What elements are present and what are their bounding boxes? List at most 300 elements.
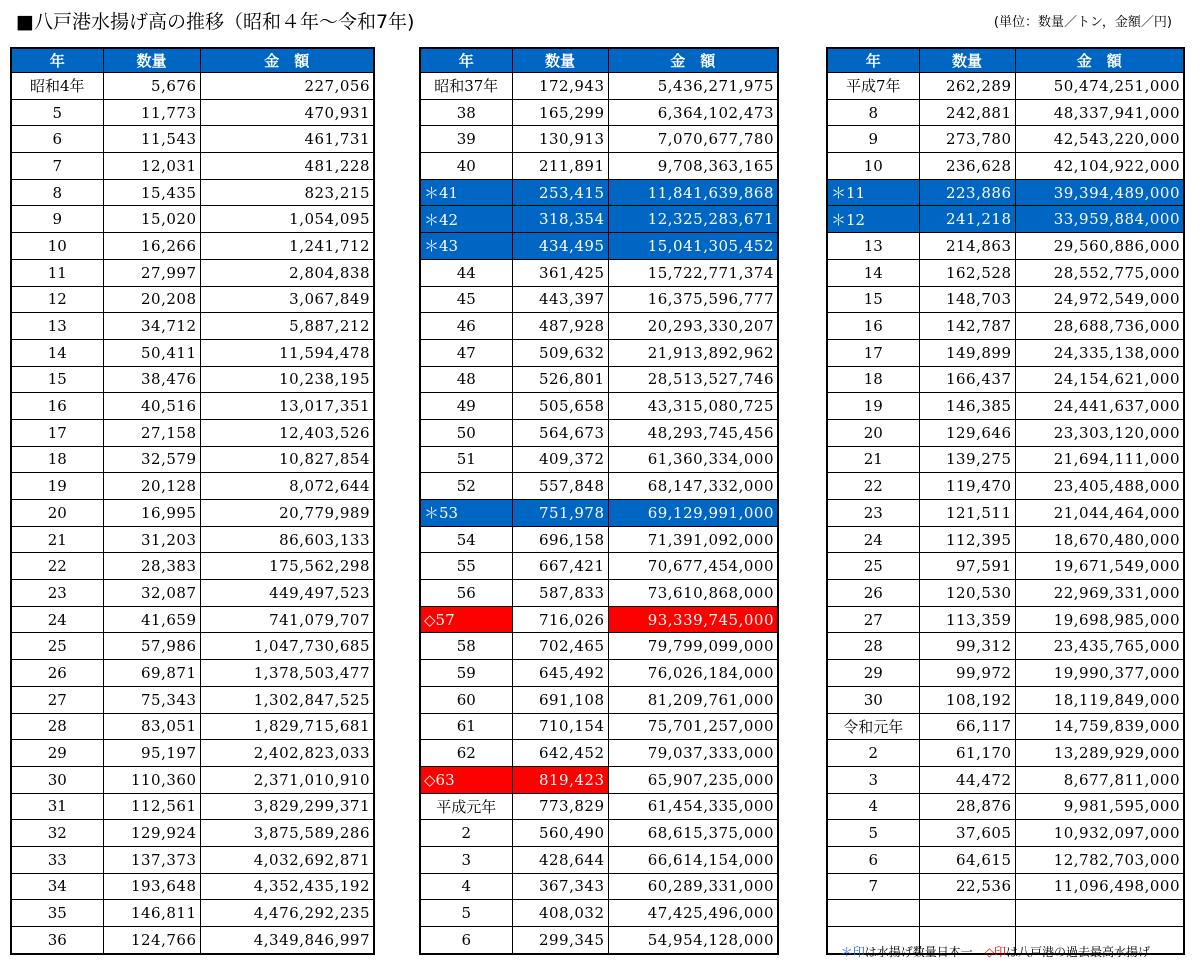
legend-note bbox=[841, 944, 1150, 960]
year-cell: 44 bbox=[420, 259, 512, 286]
quantity-cell: 142,787 bbox=[919, 313, 1015, 340]
amount-cell: 481,228 bbox=[200, 153, 374, 180]
quantity-cell: 162,528 bbox=[919, 259, 1015, 286]
quantity-cell: 110,360 bbox=[103, 766, 200, 793]
quantity-cell: 428,644 bbox=[512, 846, 608, 873]
quantity-cell: 112,395 bbox=[919, 526, 1015, 553]
header-quantity: 数量 bbox=[512, 48, 608, 73]
quantity-cell: 99,312 bbox=[919, 633, 1015, 660]
quantity-cell: 299,345 bbox=[512, 927, 608, 954]
table-row bbox=[11, 393, 374, 420]
year-cell: ＊42 bbox=[420, 206, 512, 233]
quantity-cell: 37,605 bbox=[919, 820, 1015, 847]
year-cell: 20 bbox=[11, 500, 103, 527]
quantity-cell: 146,385 bbox=[919, 393, 1015, 420]
header-year: 年 bbox=[11, 48, 103, 73]
diamond-symbol: ◇印 bbox=[984, 945, 1006, 959]
year-cell: 31 bbox=[11, 793, 103, 820]
year-cell: 7 bbox=[827, 873, 919, 900]
amount-cell: 823,215 bbox=[200, 179, 374, 206]
quantity-cell: 22,536 bbox=[919, 873, 1015, 900]
year-cell: 40 bbox=[420, 153, 512, 180]
table-row bbox=[827, 793, 1184, 820]
amount-cell: 19,671,549,000 bbox=[1015, 553, 1184, 580]
quantity-cell: 253,415 bbox=[512, 179, 608, 206]
year-cell: 62 bbox=[420, 740, 512, 767]
amount-cell: 1,047,730,685 bbox=[200, 633, 374, 660]
quantity-cell: 587,833 bbox=[512, 580, 608, 607]
year-cell: ＊11 bbox=[827, 179, 919, 206]
header-quantity: 数量 bbox=[103, 48, 200, 73]
amount-cell: 61,360,334,000 bbox=[608, 446, 778, 473]
table-row bbox=[11, 473, 374, 500]
amount-cell: 2,371,010,910 bbox=[200, 766, 374, 793]
year-cell: ◇63 bbox=[420, 766, 512, 793]
year-cell: 3 bbox=[827, 766, 919, 793]
year-cell: 18 bbox=[11, 446, 103, 473]
table-header-row bbox=[827, 48, 1184, 73]
amount-cell: 10,827,854 bbox=[200, 446, 374, 473]
year-cell: 23 bbox=[827, 500, 919, 527]
year-cell: ＊12 bbox=[827, 206, 919, 233]
quantity-cell: 38,476 bbox=[103, 366, 200, 393]
table-row bbox=[827, 633, 1184, 660]
quantity-cell: 15,020 bbox=[103, 206, 200, 233]
quantity-cell: 27,158 bbox=[103, 419, 200, 446]
amount-cell: 81,209,761,000 bbox=[608, 686, 778, 713]
quantity-cell: 64,615 bbox=[919, 846, 1015, 873]
table-row bbox=[11, 820, 374, 847]
table-row bbox=[11, 846, 374, 873]
quantity-cell: 57,986 bbox=[103, 633, 200, 660]
year-cell: 39 bbox=[420, 126, 512, 153]
table-row bbox=[11, 740, 374, 767]
amount-cell: 33,959,884,000 bbox=[1015, 206, 1184, 233]
table-row bbox=[827, 740, 1184, 767]
quantity-cell: 28,383 bbox=[103, 553, 200, 580]
quantity-cell: 214,863 bbox=[919, 233, 1015, 260]
table-row bbox=[11, 900, 374, 927]
year-cell: 23 bbox=[11, 580, 103, 607]
year-cell: 54 bbox=[420, 526, 512, 553]
year-cell: 9 bbox=[11, 206, 103, 233]
quantity-cell: 172,943 bbox=[512, 73, 608, 100]
quantity-cell: 361,425 bbox=[512, 259, 608, 286]
amount-cell: 79,037,333,000 bbox=[608, 740, 778, 767]
table-row bbox=[11, 713, 374, 740]
year-cell: 3 bbox=[420, 846, 512, 873]
diamond-note-text: は八戸港の過去最高水揚げ bbox=[1005, 945, 1150, 959]
table-row bbox=[420, 446, 778, 473]
amount-cell: 9,981,595,000 bbox=[1015, 793, 1184, 820]
year-cell: 29 bbox=[827, 660, 919, 687]
year-cell: 29 bbox=[11, 740, 103, 767]
amount-cell: 3,829,299,371 bbox=[200, 793, 374, 820]
amount-cell: 65,907,235,000 bbox=[608, 766, 778, 793]
year-cell: 30 bbox=[11, 766, 103, 793]
table-row bbox=[827, 473, 1184, 500]
quantity-cell: 95,197 bbox=[103, 740, 200, 767]
quantity-cell: 557,848 bbox=[512, 473, 608, 500]
amount-cell: 73,610,868,000 bbox=[608, 580, 778, 607]
amount-cell: 11,841,639,868 bbox=[608, 179, 778, 206]
year-cell: 6 bbox=[420, 927, 512, 954]
table-row bbox=[420, 633, 778, 660]
quantity-cell: 16,266 bbox=[103, 233, 200, 260]
amount-cell: 54,954,128,000 bbox=[608, 927, 778, 954]
amount-cell: 48,293,745,456 bbox=[608, 419, 778, 446]
table-row bbox=[11, 553, 374, 580]
quantity-cell: 642,452 bbox=[512, 740, 608, 767]
table-row bbox=[11, 233, 374, 260]
year-cell: 11 bbox=[11, 259, 103, 286]
table-row bbox=[827, 873, 1184, 900]
year-cell: 47 bbox=[420, 339, 512, 366]
amount-cell: 175,562,298 bbox=[200, 553, 374, 580]
table-row bbox=[11, 660, 374, 687]
header-amount: 金 額 bbox=[608, 48, 778, 73]
quantity-cell: 236,628 bbox=[919, 153, 1015, 180]
table-row bbox=[420, 393, 778, 420]
year-cell: 19 bbox=[11, 473, 103, 500]
quantity-cell: 137,373 bbox=[103, 846, 200, 873]
amount-cell: 741,079,707 bbox=[200, 606, 374, 633]
year-cell: 13 bbox=[827, 233, 919, 260]
table-row bbox=[420, 927, 778, 954]
quantity-cell: 129,646 bbox=[919, 419, 1015, 446]
table-row bbox=[827, 580, 1184, 607]
table-row bbox=[827, 446, 1184, 473]
year-cell: 51 bbox=[420, 446, 512, 473]
year-cell: 27 bbox=[11, 686, 103, 713]
table-row bbox=[11, 179, 374, 206]
amount-cell: 28,688,736,000 bbox=[1015, 313, 1184, 340]
year-cell: 28 bbox=[827, 633, 919, 660]
quantity-cell: 31,203 bbox=[103, 526, 200, 553]
quantity-cell: 165,299 bbox=[512, 99, 608, 126]
amount-cell: 68,615,375,000 bbox=[608, 820, 778, 847]
amount-cell: 14,759,839,000 bbox=[1015, 713, 1184, 740]
quantity-cell: 166,437 bbox=[919, 366, 1015, 393]
year-cell: 14 bbox=[827, 259, 919, 286]
amount-cell: 8,677,811,000 bbox=[1015, 766, 1184, 793]
year-cell: 32 bbox=[11, 820, 103, 847]
quantity-cell: 505,658 bbox=[512, 393, 608, 420]
amount-cell: 24,154,621,000 bbox=[1015, 366, 1184, 393]
amount-cell: 22,969,331,000 bbox=[1015, 580, 1184, 607]
table-row bbox=[420, 740, 778, 767]
star-symbol: ＊印 bbox=[840, 945, 865, 959]
table-row bbox=[420, 873, 778, 900]
table-row bbox=[420, 820, 778, 847]
table-row bbox=[11, 873, 374, 900]
year-cell: 2 bbox=[420, 820, 512, 847]
table-row bbox=[827, 606, 1184, 633]
year-cell: 17 bbox=[827, 339, 919, 366]
amount-cell: 21,044,464,000 bbox=[1015, 500, 1184, 527]
quantity-cell: 560,490 bbox=[512, 820, 608, 847]
amount-cell: 470,931 bbox=[200, 99, 374, 126]
quantity-cell: 149,899 bbox=[919, 339, 1015, 366]
table-row bbox=[420, 553, 778, 580]
quantity-cell: 5,676 bbox=[103, 73, 200, 100]
amount-cell: 86,603,133 bbox=[200, 526, 374, 553]
amount-cell: 16,375,596,777 bbox=[608, 286, 778, 313]
amount-cell: 20,779,989 bbox=[200, 500, 374, 527]
amount-cell: 28,552,775,000 bbox=[1015, 259, 1184, 286]
table-header-row bbox=[11, 48, 374, 73]
quantity-cell: 112,561 bbox=[103, 793, 200, 820]
year-cell: 61 bbox=[420, 713, 512, 740]
page-title: ■八戸港水揚げ高の推移（昭和４年～令和7年) bbox=[16, 11, 415, 33]
quantity-cell bbox=[919, 900, 1015, 927]
year-cell: 18 bbox=[827, 366, 919, 393]
year-cell: ＊43 bbox=[420, 233, 512, 260]
table-row bbox=[827, 900, 1184, 927]
table-row bbox=[11, 633, 374, 660]
table-row bbox=[827, 179, 1184, 206]
year-cell: 平成元年 bbox=[420, 793, 512, 820]
amount-cell: 76,026,184,000 bbox=[608, 660, 778, 687]
amount-cell: 4,349,846,997 bbox=[200, 927, 374, 954]
table-row bbox=[827, 553, 1184, 580]
quantity-cell: 120,530 bbox=[919, 580, 1015, 607]
quantity-cell: 242,881 bbox=[919, 99, 1015, 126]
amount-cell: 50,474,251,000 bbox=[1015, 73, 1184, 100]
year-cell: 10 bbox=[827, 153, 919, 180]
quantity-cell: 273,780 bbox=[919, 126, 1015, 153]
header-amount: 金 額 bbox=[200, 48, 374, 73]
amount-cell: 2,402,823,033 bbox=[200, 740, 374, 767]
quantity-cell: 20,128 bbox=[103, 473, 200, 500]
landings-table-1 bbox=[10, 47, 375, 955]
year-cell: 15 bbox=[827, 286, 919, 313]
table-row bbox=[827, 366, 1184, 393]
year-cell: 12 bbox=[11, 286, 103, 313]
amount-cell: 79,799,099,000 bbox=[608, 633, 778, 660]
amount-cell: 7,070,677,780 bbox=[608, 126, 778, 153]
quantity-cell: 262,289 bbox=[919, 73, 1015, 100]
year-cell: 6 bbox=[11, 126, 103, 153]
quantity-cell: 119,470 bbox=[919, 473, 1015, 500]
quantity-cell: 20,208 bbox=[103, 286, 200, 313]
header-amount: 金 額 bbox=[1015, 48, 1184, 73]
year-cell: 昭和4年 bbox=[11, 73, 103, 100]
year-cell: 22 bbox=[827, 473, 919, 500]
amount-cell: 42,543,220,000 bbox=[1015, 126, 1184, 153]
quantity-cell: 75,343 bbox=[103, 686, 200, 713]
year-cell bbox=[827, 900, 919, 927]
table-row bbox=[827, 526, 1184, 553]
year-cell: 平成7年 bbox=[827, 73, 919, 100]
amount-cell: 39,394,489,000 bbox=[1015, 179, 1184, 206]
table-row bbox=[827, 846, 1184, 873]
amount-cell: 12,403,526 bbox=[200, 419, 374, 446]
amount-cell: 21,913,892,962 bbox=[608, 339, 778, 366]
table-row bbox=[420, 660, 778, 687]
amount-cell: 24,441,637,000 bbox=[1015, 393, 1184, 420]
table-row bbox=[11, 206, 374, 233]
year-cell: 26 bbox=[11, 660, 103, 687]
table-row bbox=[420, 286, 778, 313]
table-row bbox=[420, 339, 778, 366]
landings-table-3 bbox=[826, 47, 1185, 955]
header-year: 年 bbox=[420, 48, 512, 73]
quantity-cell: 27,997 bbox=[103, 259, 200, 286]
amount-cell: 2,804,838 bbox=[200, 259, 374, 286]
amount-cell: 61,454,335,000 bbox=[608, 793, 778, 820]
table-row bbox=[827, 766, 1184, 793]
amount-cell: 13,017,351 bbox=[200, 393, 374, 420]
table-row bbox=[420, 73, 778, 100]
table-row bbox=[420, 526, 778, 553]
amount-cell: 93,339,745,000 bbox=[608, 606, 778, 633]
quantity-cell: 645,492 bbox=[512, 660, 608, 687]
year-cell: 5 bbox=[420, 900, 512, 927]
quantity-cell: 40,516 bbox=[103, 393, 200, 420]
table-row bbox=[11, 126, 374, 153]
quantity-cell: 409,372 bbox=[512, 446, 608, 473]
table-row bbox=[420, 580, 778, 607]
year-cell: 45 bbox=[420, 286, 512, 313]
quantity-cell: 148,703 bbox=[919, 286, 1015, 313]
year-cell: 19 bbox=[827, 393, 919, 420]
amount-cell: 1,054,095 bbox=[200, 206, 374, 233]
amount-cell: 227,056 bbox=[200, 73, 374, 100]
amount-cell: 21,694,111,000 bbox=[1015, 446, 1184, 473]
amount-cell: 70,677,454,000 bbox=[608, 553, 778, 580]
table-row bbox=[420, 206, 778, 233]
quantity-cell: 44,472 bbox=[919, 766, 1015, 793]
table-row bbox=[827, 660, 1184, 687]
quantity-cell: 146,811 bbox=[103, 900, 200, 927]
year-cell: 2 bbox=[827, 740, 919, 767]
table-row bbox=[827, 686, 1184, 713]
table-row bbox=[420, 153, 778, 180]
table-row bbox=[11, 419, 374, 446]
year-cell: 27 bbox=[827, 606, 919, 633]
table-row bbox=[420, 179, 778, 206]
year-cell: 昭和37年 bbox=[420, 73, 512, 100]
amount-cell: 9,708,363,165 bbox=[608, 153, 778, 180]
table-row bbox=[11, 500, 374, 527]
year-cell: 50 bbox=[420, 419, 512, 446]
year-cell: 52 bbox=[420, 473, 512, 500]
table-row bbox=[420, 900, 778, 927]
table-row bbox=[420, 366, 778, 393]
amount-cell: 19,698,985,000 bbox=[1015, 606, 1184, 633]
amount-cell: 13,289,929,000 bbox=[1015, 740, 1184, 767]
table-row bbox=[420, 686, 778, 713]
quantity-cell: 41,659 bbox=[103, 606, 200, 633]
table-row bbox=[11, 286, 374, 313]
amount-cell: 71,391,092,000 bbox=[608, 526, 778, 553]
year-cell: 49 bbox=[420, 393, 512, 420]
quantity-cell: 129,924 bbox=[103, 820, 200, 847]
year-cell: 17 bbox=[11, 419, 103, 446]
amount-cell: 75,701,257,000 bbox=[608, 713, 778, 740]
table-row bbox=[11, 927, 374, 954]
quantity-cell: 318,354 bbox=[512, 206, 608, 233]
table-header-row bbox=[420, 48, 778, 73]
quantity-cell: 50,411 bbox=[103, 339, 200, 366]
star-note-text: は水揚げ数量日本一 bbox=[864, 945, 973, 959]
amount-cell: 66,614,154,000 bbox=[608, 846, 778, 873]
year-cell: 59 bbox=[420, 660, 512, 687]
amount-cell: 19,990,377,000 bbox=[1015, 660, 1184, 687]
table-row bbox=[827, 206, 1184, 233]
year-cell: 21 bbox=[11, 526, 103, 553]
table-row bbox=[420, 793, 778, 820]
year-cell: 36 bbox=[11, 927, 103, 954]
table-row bbox=[11, 313, 374, 340]
amount-cell: 69,129,991,000 bbox=[608, 500, 778, 527]
year-cell: 30 bbox=[827, 686, 919, 713]
landings-table-2 bbox=[419, 47, 779, 955]
year-cell: 24 bbox=[827, 526, 919, 553]
table-row bbox=[827, 339, 1184, 366]
year-cell: 21 bbox=[827, 446, 919, 473]
year-cell: 4 bbox=[827, 793, 919, 820]
quantity-cell: 32,087 bbox=[103, 580, 200, 607]
table-row bbox=[420, 606, 778, 633]
year-cell: 9 bbox=[827, 126, 919, 153]
table-row bbox=[11, 446, 374, 473]
amount-cell: 10,932,097,000 bbox=[1015, 820, 1184, 847]
table-row bbox=[420, 233, 778, 260]
year-cell: 25 bbox=[11, 633, 103, 660]
year-cell: 58 bbox=[420, 633, 512, 660]
year-cell: 48 bbox=[420, 366, 512, 393]
year-cell: 16 bbox=[11, 393, 103, 420]
quantity-cell: 16,995 bbox=[103, 500, 200, 527]
header-year: 年 bbox=[827, 48, 919, 73]
table-row bbox=[420, 99, 778, 126]
amount-cell: 43,315,080,725 bbox=[608, 393, 778, 420]
amount-cell: 12,782,703,000 bbox=[1015, 846, 1184, 873]
year-cell: 15 bbox=[11, 366, 103, 393]
quantity-cell: 113,359 bbox=[919, 606, 1015, 633]
quantity-cell: 509,632 bbox=[512, 339, 608, 366]
year-cell: 55 bbox=[420, 553, 512, 580]
year-cell: 26 bbox=[827, 580, 919, 607]
amount-cell: 29,560,886,000 bbox=[1015, 233, 1184, 260]
table-row bbox=[827, 713, 1184, 740]
amount-cell: 15,722,771,374 bbox=[608, 259, 778, 286]
amount-cell: 461,731 bbox=[200, 126, 374, 153]
year-cell: 28 bbox=[11, 713, 103, 740]
amount-cell: 23,405,488,000 bbox=[1015, 473, 1184, 500]
amount-cell: 449,497,523 bbox=[200, 580, 374, 607]
year-cell: 46 bbox=[420, 313, 512, 340]
table-row bbox=[827, 500, 1184, 527]
table-row bbox=[420, 846, 778, 873]
table-row bbox=[11, 526, 374, 553]
amount-cell: 6,364,102,473 bbox=[608, 99, 778, 126]
table-row bbox=[11, 153, 374, 180]
quantity-cell: 819,423 bbox=[512, 766, 608, 793]
unit-note: (単位：数量／トン，金額／円) bbox=[993, 15, 1172, 30]
amount-cell: 24,972,549,000 bbox=[1015, 286, 1184, 313]
year-cell: 4 bbox=[420, 873, 512, 900]
quantity-cell: 61,170 bbox=[919, 740, 1015, 767]
amount-cell: 4,476,292,235 bbox=[200, 900, 374, 927]
quantity-cell: 667,421 bbox=[512, 553, 608, 580]
table-row bbox=[827, 286, 1184, 313]
quantity-cell: 11,773 bbox=[103, 99, 200, 126]
table-row bbox=[11, 686, 374, 713]
amount-cell: 3,875,589,286 bbox=[200, 820, 374, 847]
